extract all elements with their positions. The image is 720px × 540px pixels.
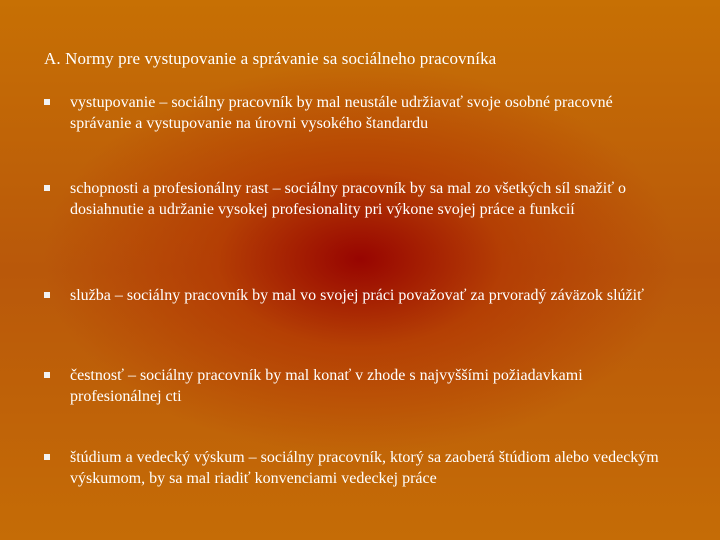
list-item-term: služba (70, 287, 111, 304)
square-bullet-icon (44, 372, 50, 378)
square-bullet-icon (44, 454, 50, 460)
list-item-text (70, 92, 674, 134)
square-bullet-icon (44, 185, 50, 191)
list-item-description: – sociálny pracovník by mal vo svojej práci považovať za prvoradý záväzok slúžiť (110, 287, 644, 304)
list-item-description: – sociálny pracovník by sa mal zo všetkých síl snažiť o dosiahnutie a udržanie vysokej profesionality pri výkone svojej práce a funkcií (70, 180, 627, 218)
list-item-text (70, 447, 674, 489)
slide-title: A. Normy pre vystupovanie a správanie sa sociálneho pracovníka (44, 49, 497, 68)
list-item-text (70, 178, 674, 220)
square-bullet-icon (44, 292, 50, 298)
list-item-term: čestnosť (70, 367, 124, 384)
list-item-description: – sociálny pracovník, ktorý sa zaoberá štúdiom alebo vedeckým výskumom, by sa mal riadiť konvenciami vedeckej práce (70, 449, 659, 487)
list-item-term: štúdium a vedecký výskum (70, 449, 245, 466)
list-item-term: schopnosti a profesionálny rast (70, 180, 269, 197)
list-item-text (70, 285, 674, 306)
square-bullet-icon (44, 99, 50, 105)
list-item-description: – sociálny pracovník by mal konať v zhode s najvyššími požiadavkami profesionálnej cti (70, 367, 583, 405)
list-item-description: – sociálny pracovník by mal neustále udržiavať svoje osobné pracovné správanie a vystupovanie na úrovni vysokého štandardu (70, 94, 613, 132)
list-item-text (70, 365, 674, 407)
list-item-term: vystupovanie (70, 94, 156, 111)
